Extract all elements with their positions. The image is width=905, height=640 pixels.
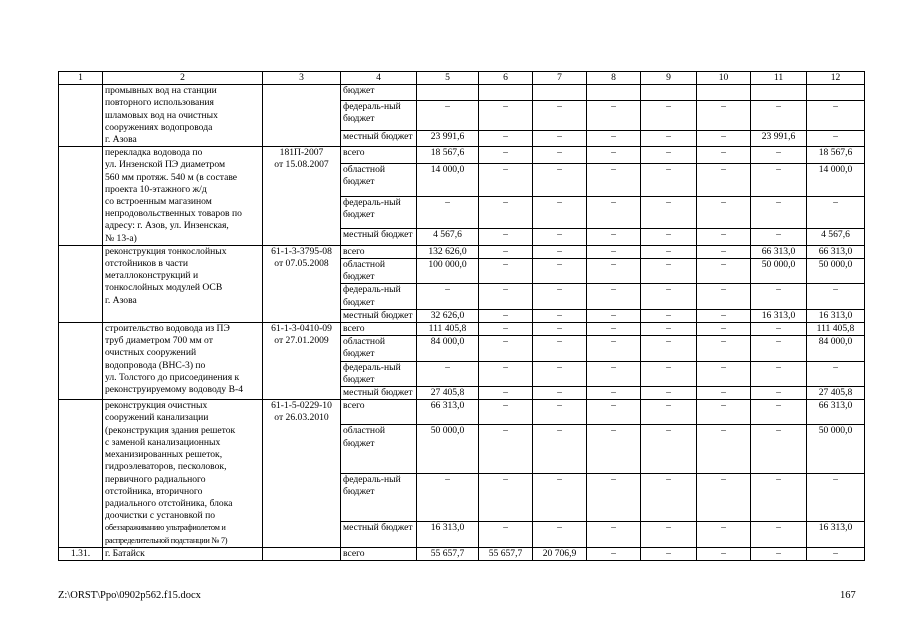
value-cell: 16 313,0 [807,522,865,547]
value-cell: – [641,547,697,560]
value-cell: 27 405,8 [807,387,865,400]
value-cell: – [751,522,807,547]
row-number-cell [59,147,103,246]
description-line: перекладка водовода по [105,147,203,159]
document-ref [263,245,341,322]
value-cell: – [697,147,751,164]
value-cell: – [587,547,641,560]
description-line: обеззараживанию ультрафиолетом и [105,523,226,533]
value-cell: 14 000,0 [807,164,865,196]
value-cell: – [479,309,533,322]
value-cell: 32 626,0 [417,309,479,322]
value-cell: – [697,196,751,228]
value-cell: – [751,101,807,131]
value-cell [533,85,587,101]
value-cell: – [641,147,697,164]
value-cell: – [533,228,587,245]
value-cell: – [697,387,751,400]
value-cell: – [697,336,751,361]
value-cell: – [751,228,807,245]
value-cell: – [587,259,641,284]
description-line: сооружениях водопровода [105,121,213,133]
value-cell: – [641,131,697,147]
value-cell: – [533,400,587,425]
value-cell: – [479,164,533,196]
column-number: 6 [479,72,533,85]
funding-source: всего [341,147,417,164]
document-ref-line: от 07.05.2008 [274,258,329,270]
column-number: 10 [697,72,751,85]
value-cell: – [751,473,807,522]
document-ref-line: 181П-2007 [279,147,324,159]
row-number-cell [59,323,103,400]
value-cell: – [479,131,533,147]
document-ref-line: от 15.08.2007 [274,159,329,171]
page-number: 167 [840,590,856,601]
value-cell: – [533,164,587,196]
description-line: радиального отстойника, блока [105,497,233,509]
document-ref-line: 61-1-3-3795-08 [271,245,332,257]
value-cell: – [417,361,479,386]
column-number: 8 [587,72,641,85]
value-cell: – [641,164,697,196]
value-cell: 55 657,7 [479,547,533,560]
value-cell: – [751,336,807,361]
document-ref [263,547,341,560]
value-cell: – [417,473,479,522]
value-cell: – [533,387,587,400]
document-ref-line: от 27.01.2009 [274,335,329,347]
description-line: первичного радиального [105,473,206,485]
description-line: водопровода (ВНС-3) по [105,359,206,371]
table-row-batajsk [59,547,865,560]
funding-source: местный бюджет [341,228,417,245]
document-ref [263,85,341,147]
value-cell: – [751,196,807,228]
value-cell: – [807,547,865,560]
value-cell: – [751,284,807,309]
value-cell: – [807,473,865,522]
value-cell: – [479,522,533,547]
description-line: г. Азова [105,294,137,306]
value-cell: – [807,101,865,131]
description-line: отстойников в части [105,258,188,270]
value-cell: – [751,425,807,474]
value-cell: – [479,400,533,425]
funding-source: местный бюджет [341,387,417,400]
value-cell: 132 626,0 [417,245,479,258]
row-number-cell [59,85,103,147]
column-number: 3 [263,72,341,85]
value-cell: – [533,259,587,284]
description-line: реконструкция очистных [105,400,208,412]
value-cell: 50 000,0 [807,259,865,284]
funding-source: всего [341,400,417,425]
funding-source: бюджет [341,85,417,101]
value-cell: – [697,131,751,147]
value-cell [479,85,533,101]
value-cell: 66 313,0 [807,400,865,425]
value-cell: – [641,196,697,228]
column-number: 7 [533,72,587,85]
value-cell: – [587,228,641,245]
value-cell: – [641,473,697,522]
value-cell: – [479,228,533,245]
description-line: металлоконструкций и [105,270,199,282]
value-cell: – [641,323,697,336]
table-row [59,400,865,425]
value-cell: – [751,323,807,336]
value-cell: – [641,284,697,309]
value-cell: – [587,336,641,361]
value-cell: – [807,284,865,309]
value-cell: – [641,387,697,400]
description-line: ул. Инзенской ПЭ диаметром [105,159,226,171]
value-cell [417,85,479,101]
value-cell: – [751,547,807,560]
column-number: 11 [751,72,807,85]
value-cell: – [417,196,479,228]
value-cell: 50 000,0 [417,425,479,474]
description-line: механизированных решеток, [105,449,223,461]
funding-source: местный бюджет [341,522,417,547]
value-cell: – [587,361,641,386]
description-line: труб диаметром 700 мм от [105,335,213,347]
value-cell: 18 567,6 [417,147,479,164]
funding-source: федераль-ный бюджет [341,101,417,131]
value-cell: – [479,336,533,361]
description-line: проекта 10-этажного ж/д [105,183,207,195]
value-cell [751,85,807,101]
document-ref [263,147,341,246]
description-line: адресу: г. Азов, ул. Инзенская, [105,220,229,232]
value-cell: – [533,323,587,336]
value-cell: – [533,309,587,322]
description-line: гидроэлеваторов, песколовок, [105,461,227,473]
value-cell: – [587,425,641,474]
value-cell [587,85,641,101]
description-line: 560 мм протяж. 540 м (в составе [105,171,238,183]
value-cell: – [587,400,641,425]
value-cell: – [751,164,807,196]
description-line: ул. Толстого до присоединения к [105,371,240,383]
value-cell: – [697,400,751,425]
column-number: 1 [59,72,103,85]
description-line: повторного использования [105,97,214,109]
value-cell: 50 000,0 [807,425,865,474]
value-cell: – [807,131,865,147]
description-line: непродовольственных товаров по [105,208,242,220]
description-line: отстойника, вторичного [105,485,203,497]
value-cell: – [417,284,479,309]
value-cell: – [697,164,751,196]
value-cell: – [641,336,697,361]
value-cell: – [533,131,587,147]
value-cell: 66 313,0 [751,245,807,258]
table-row [59,147,865,164]
table-row [59,85,865,101]
value-cell: 16 313,0 [417,522,479,547]
value-cell: – [533,473,587,522]
value-cell: – [697,361,751,386]
value-cell: – [587,164,641,196]
value-cell: – [587,147,641,164]
value-cell: – [697,323,751,336]
description-line: шламовых вод на очистных [105,109,218,121]
description-line: реконструируемому водоводу В-4 [105,384,243,396]
value-cell: – [587,387,641,400]
value-cell: 16 313,0 [807,309,865,322]
value-cell: 18 567,6 [807,147,865,164]
value-cell: – [641,309,697,322]
object-description [103,400,263,547]
value-cell: – [641,400,697,425]
row-number: 1.31. [59,547,103,560]
value-cell: – [533,361,587,386]
column-number: 5 [417,72,479,85]
object-description: г. Батайск [103,547,263,560]
row-number-cell [59,400,103,547]
description-line: тонкослойных модулей ОСВ [105,282,223,294]
value-cell: – [751,147,807,164]
description-line: промывных вод на станции [105,85,217,97]
description-line: доочистки с установкой по [105,510,216,522]
value-cell: – [641,425,697,474]
value-cell: – [641,522,697,547]
value-cell: – [533,284,587,309]
value-cell: 111 405,8 [417,323,479,336]
document-ref-line: 61-1-3-0410-09 [271,323,332,335]
value-cell: – [587,522,641,547]
description-line: распределительной подстанции № 7) [105,535,228,545]
document-ref-line: 61-1-5-0229-10 [271,400,332,412]
value-cell: – [641,101,697,131]
value-cell: – [479,196,533,228]
description-line: № 13-а) [105,232,137,244]
funding-source: областной бюджет [341,259,417,284]
value-cell: 84 000,0 [807,336,865,361]
value-cell: 23 991,6 [751,131,807,147]
value-cell: 23 991,6 [417,131,479,147]
table-row [59,323,865,336]
value-cell: – [751,387,807,400]
value-cell: – [479,425,533,474]
funding-source: областной бюджет [341,164,417,196]
description-line: с заменой канализационных [105,436,221,448]
value-cell: 66 313,0 [417,400,479,425]
value-cell: – [533,101,587,131]
funding-source: местный бюджет [341,309,417,322]
budget-table [58,71,865,561]
description-line: реконструкция тонкослойных [105,245,227,257]
value-cell: – [641,259,697,284]
value-cell: – [533,147,587,164]
value-cell: 66 313,0 [807,245,865,258]
value-cell: – [533,245,587,258]
value-cell: – [479,284,533,309]
column-number: 4 [341,72,417,85]
value-cell [807,85,865,101]
column-number-row [59,72,865,85]
value-cell: – [587,323,641,336]
funding-source: федераль-ный бюджет [341,473,417,522]
value-cell: – [533,336,587,361]
footer-file-path: Z:\ORST\Ppo\0902p562.f15.docx [58,590,201,601]
object-description [103,147,263,246]
value-cell: – [697,284,751,309]
value-cell: 50 000,0 [751,259,807,284]
value-cell: 111 405,8 [807,323,865,336]
value-cell: – [697,309,751,322]
value-cell: – [641,361,697,386]
value-cell: – [697,245,751,258]
value-cell: – [533,522,587,547]
document-ref [263,323,341,400]
column-number: 2 [103,72,263,85]
value-cell: – [641,245,697,258]
object-description [103,323,263,400]
value-cell: 100 000,0 [417,259,479,284]
value-cell: – [697,228,751,245]
funding-source: местный бюджет [341,131,417,147]
value-cell: – [479,387,533,400]
value-cell [697,85,751,101]
description-line: сооружений канализации [105,412,209,424]
value-cell: 4 567,6 [417,228,479,245]
value-cell: – [479,473,533,522]
funding-source: всего [341,245,417,258]
value-cell: – [587,245,641,258]
value-cell: – [587,284,641,309]
value-cell: 55 657,7 [417,547,479,560]
value-cell: – [587,473,641,522]
column-number: 12 [807,72,865,85]
document-ref-line: от 26.03.2010 [274,412,329,424]
value-cell: 16 313,0 [751,309,807,322]
value-cell: – [751,400,807,425]
value-cell: – [587,101,641,131]
value-cell [641,85,697,101]
value-cell: – [479,361,533,386]
value-cell: – [697,522,751,547]
value-cell: – [697,101,751,131]
value-cell: – [479,245,533,258]
object-description [103,85,263,147]
value-cell: – [807,196,865,228]
value-cell: – [751,361,807,386]
value-cell: 4 567,6 [807,228,865,245]
funding-source: всего [341,323,417,336]
description-line: (реконструкция здания решеток [105,424,236,436]
table-row [59,245,865,258]
value-cell: 14 000,0 [417,164,479,196]
description-line: строительство водовода из ПЭ [105,323,230,335]
value-cell: 84 000,0 [417,336,479,361]
description-line: со встроенным магазином [105,196,212,208]
value-cell: – [697,473,751,522]
value-cell: – [697,259,751,284]
value-cell: – [587,131,641,147]
description-line: г. Азова [105,134,137,146]
value-cell: – [587,196,641,228]
funding-source: федераль-ный бюджет [341,361,417,386]
value-cell: – [533,425,587,474]
value-cell: – [697,547,751,560]
value-cell: – [533,196,587,228]
description-line: очистных сооружений [105,347,197,359]
value-cell: – [587,309,641,322]
funding-source: федераль-ный бюджет [341,284,417,309]
funding-source: областной бюджет [341,336,417,361]
funding-source: областной бюджет [341,425,417,474]
funding-source: всего [341,547,417,560]
value-cell: 20 706,9 [533,547,587,560]
value-cell: 27 405,8 [417,387,479,400]
value-cell: – [697,425,751,474]
value-cell: – [479,147,533,164]
value-cell: – [807,361,865,386]
value-cell: – [479,259,533,284]
column-number: 9 [641,72,697,85]
row-number-cell [59,245,103,322]
document-ref [263,400,341,547]
value-cell: – [417,101,479,131]
value-cell: – [479,101,533,131]
value-cell: – [641,228,697,245]
object-description [103,245,263,322]
funding-source: федераль-ный бюджет [341,196,417,228]
value-cell: – [479,323,533,336]
